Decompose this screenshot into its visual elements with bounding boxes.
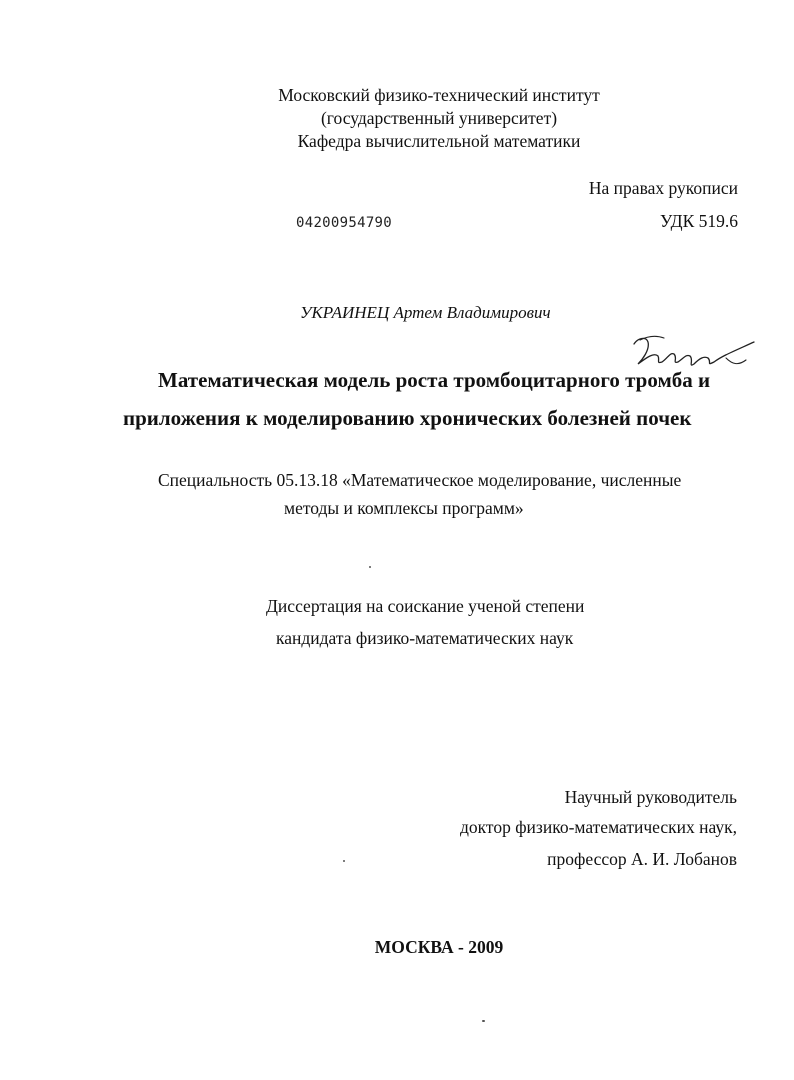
catalog-code: 04200954790 [296,215,393,231]
rights-note: На правах рукописи [588,178,738,198]
institution-name: Московский физико-технический институт [278,85,600,105]
dissertation-type-line2: кандидата физико-математических наук [276,628,574,648]
speciality-line2: методы и комплексы программ» [284,498,524,518]
department-name: Кафедра вычислительной математики [297,131,581,151]
supervisor-degree: доктор физико-математических наук, [460,817,737,837]
dissertation-type-line1: Диссертация на соискание ученой степени [266,596,585,616]
author-name: УКРАИНЕЦ Артем Владимирович [300,303,551,322]
thesis-title-line2: приложения к моделированию хронических болезней почек [123,406,692,430]
supervisor-name: профессор А. И. Лобанов [547,849,737,869]
thesis-title-line1: Математическая модель роста тромбоцитарного тромба и [158,368,711,392]
institution-subtitle: (государственный университет) [320,108,558,128]
supervisor-heading: Научный руководитель [564,787,737,807]
scan-speck [343,860,345,862]
udk-code: УДК 519.6 [660,211,738,231]
city-year: МОСКВА - 2009 [374,937,504,957]
scan-speck [482,1020,485,1022]
scan-speck [369,566,371,568]
speciality-line1: Специальность 05.13.18 «Математическое моделирование, численные [158,470,682,490]
